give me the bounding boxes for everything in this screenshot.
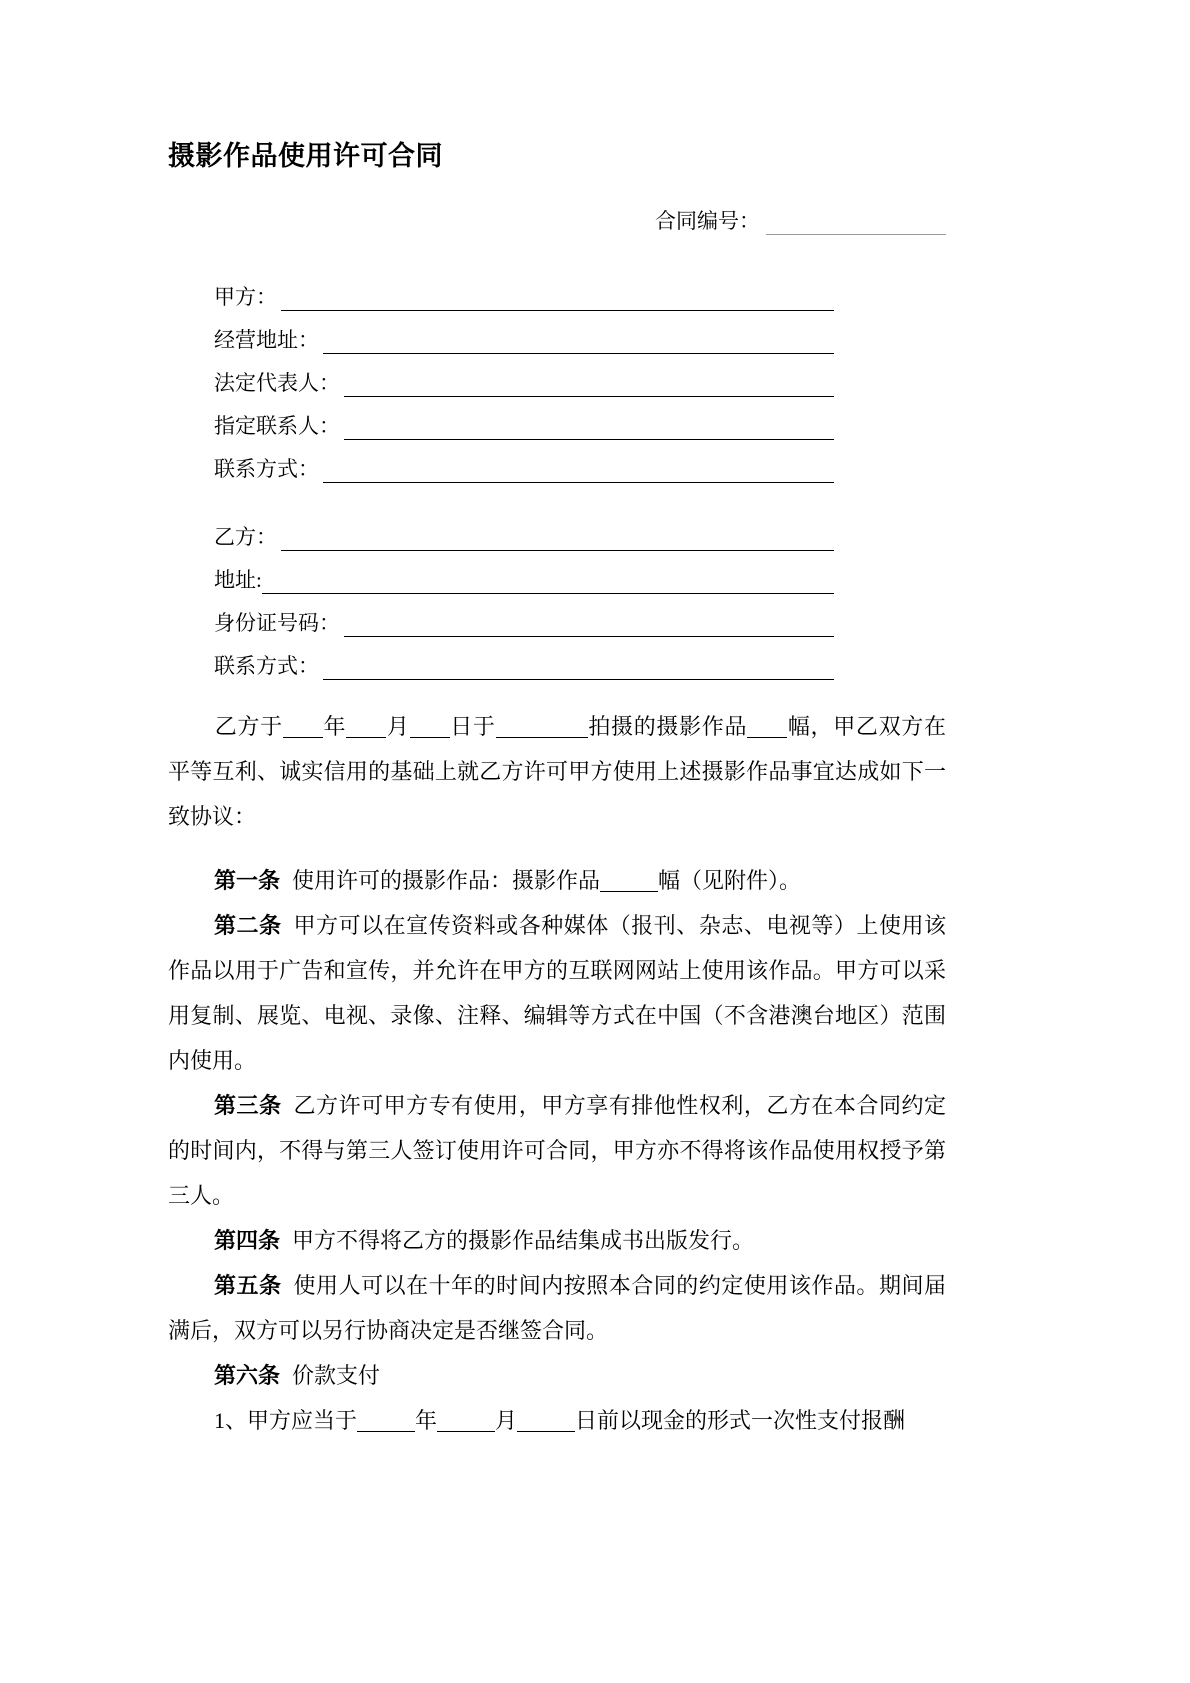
article-body: 价款支付 xyxy=(292,1363,381,1388)
contract-number-label: 合同编号： xyxy=(655,209,760,233)
field-label: 地址: xyxy=(214,568,262,592)
article-number: 第六条 xyxy=(214,1363,281,1388)
article-number: 第一条 xyxy=(214,868,281,893)
intro-text-2: 年 xyxy=(322,714,347,739)
payment-day-input[interactable] xyxy=(517,1410,575,1432)
shoot-day-input[interactable] xyxy=(410,716,450,738)
payment-text-4: 日前以现金的形式一次性支付报酬 xyxy=(575,1408,906,1433)
intro-text-3: 月 xyxy=(386,714,410,739)
article-5 xyxy=(168,1263,946,1353)
party-b-block xyxy=(214,508,834,680)
article-1 xyxy=(168,858,946,903)
field-party-b-address xyxy=(214,551,834,594)
field-input[interactable] xyxy=(323,656,834,680)
intro-paragraph xyxy=(168,704,946,839)
payment-year-input[interactable] xyxy=(357,1410,415,1432)
field-label: 联系方式： xyxy=(214,457,319,481)
article-6 xyxy=(168,1353,946,1398)
field-label: 经营地址： xyxy=(214,328,319,352)
article-body: 使用许可的摄影作品：摄影作品 xyxy=(292,868,601,893)
field-party-a-business-address xyxy=(214,311,834,354)
article-body: 甲方可以在宣传资料或各种媒体（报刊、杂志、电视等）上使用该作品以用于广告和宣传，并允许在甲方的互联网网站上使用该作品。甲方可以采用复制、展览、电视、录像、注释、编辑等方式在中国（不含港澳台地区）范围内使用。 xyxy=(168,913,946,1073)
article-number: 第四条 xyxy=(214,1228,281,1253)
payment-text-2: 年 xyxy=(415,1408,438,1433)
shoot-year-input[interactable] xyxy=(283,716,323,738)
field-input[interactable] xyxy=(344,416,834,440)
field-party-b-name xyxy=(214,508,834,551)
party-a-block xyxy=(214,268,834,483)
shoot-month-input[interactable] xyxy=(346,716,386,738)
field-party-b-id-number xyxy=(214,594,834,637)
field-label: 联系方式： xyxy=(214,654,319,678)
payment-month-input[interactable] xyxy=(437,1410,495,1432)
article-number: 第三条 xyxy=(214,1093,282,1118)
intro-text-6: 幅，甲乙双方在平等互利、诚实信用的基础上就乙方许可甲方使用上述摄影作品事宜达成如下一致协议： xyxy=(168,714,946,829)
article-body: 使用人可以在十年的时间内按照本合同的约定使用该作品。期间届满后，双方可以另行协商决定是否继签合同。 xyxy=(168,1273,946,1343)
field-party-a-legal-representative xyxy=(214,354,834,397)
article-body: 乙方许可甲方专有使用，甲方享有排他性权利，乙方在本合同约定的时间内，不得与第三人签订使用许可合同，甲方亦不得将该作品使用权授予第三人。 xyxy=(168,1093,946,1208)
field-party-a-contact-method xyxy=(214,440,834,483)
field-label: 法定代表人： xyxy=(214,371,340,395)
article-4 xyxy=(168,1218,946,1263)
article-6-item-1 xyxy=(168,1398,946,1443)
field-input[interactable] xyxy=(281,527,834,551)
contract-number-input[interactable] xyxy=(766,214,946,235)
work-count-input[interactable] xyxy=(600,870,658,892)
field-party-a-designated-contact xyxy=(214,397,834,440)
article-number: 第二条 xyxy=(214,913,282,938)
intro-text-1: 乙方于 xyxy=(214,714,283,739)
field-label: 身份证号码： xyxy=(214,611,340,635)
article-number: 第五条 xyxy=(214,1273,282,1298)
payment-text-3: 月 xyxy=(495,1408,518,1433)
intro-text-5: 拍摄的摄影作品 xyxy=(587,714,748,739)
field-input[interactable] xyxy=(323,459,834,483)
field-input[interactable] xyxy=(262,570,834,594)
intro-text-4: 日于 xyxy=(449,714,496,739)
field-input[interactable] xyxy=(344,373,834,397)
contract-number-field xyxy=(655,205,946,235)
field-party-b-contact-method xyxy=(214,637,834,680)
shoot-count-input[interactable] xyxy=(747,716,787,738)
field-input[interactable] xyxy=(323,330,834,354)
field-input[interactable] xyxy=(344,613,834,637)
field-label: 甲方： xyxy=(214,285,277,309)
article-2 xyxy=(168,903,946,1083)
field-party-a-name xyxy=(214,268,834,311)
field-label: 乙方： xyxy=(214,525,277,549)
article-body-tail: 幅（见附件）。 xyxy=(658,868,802,893)
article-3 xyxy=(168,1083,946,1218)
field-label: 指定联系人： xyxy=(214,414,340,438)
article-body: 甲方不得将乙方的摄影作品结集成书出版发行。 xyxy=(292,1228,755,1253)
page-title: 摄影作品使用许可合同 xyxy=(168,141,443,171)
field-input[interactable] xyxy=(281,287,834,311)
articles-section xyxy=(168,858,946,1443)
shoot-location-input[interactable] xyxy=(496,716,588,738)
payment-text-1: 1、甲方应当于 xyxy=(214,1408,358,1433)
